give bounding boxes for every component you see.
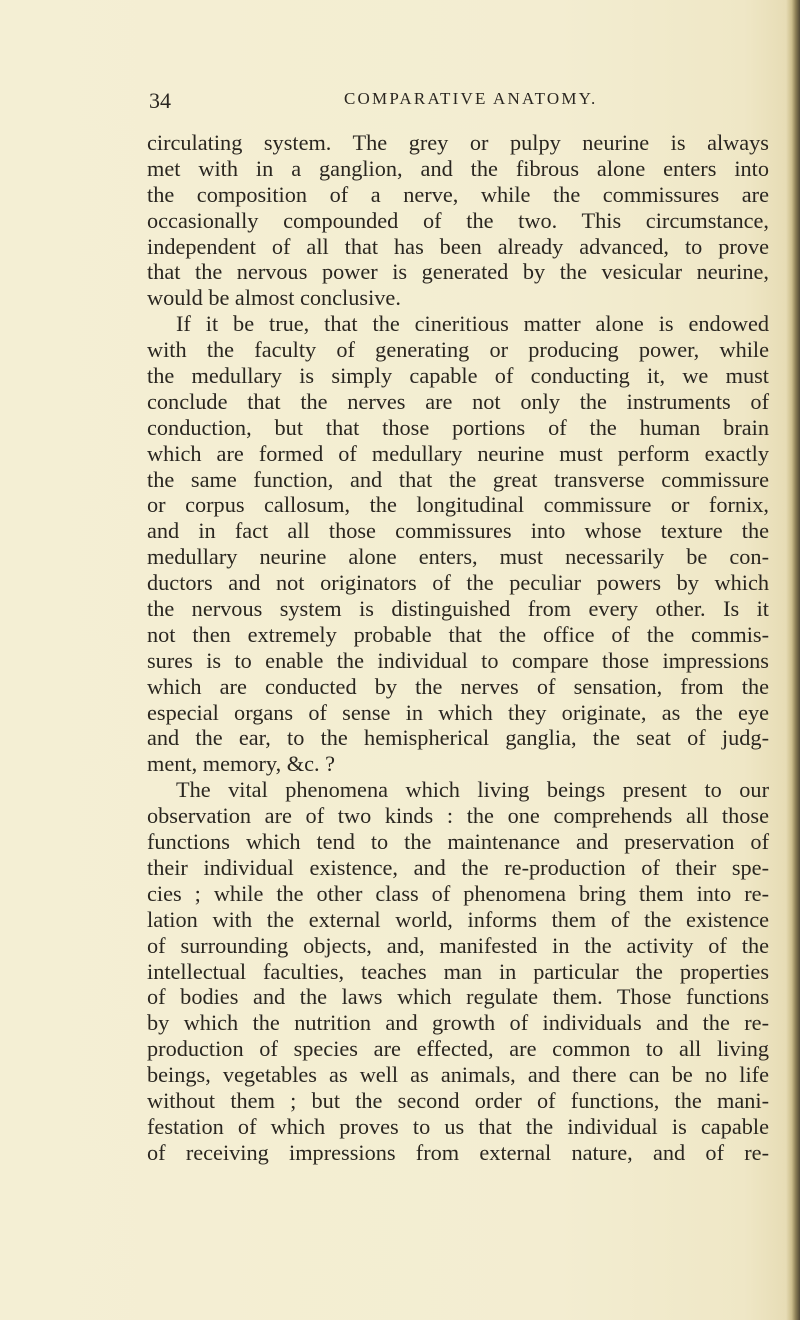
text-line: occasionally compounded of the two. This circumstance,	[147, 207, 769, 233]
text-line: of receiving impressions from external nature, and of re-	[147, 1139, 769, 1165]
text-line: sures is to enable the individual to compare those impressions	[147, 647, 769, 673]
text-line: lation with the external world, informs them of the existence	[147, 906, 769, 932]
text-line: ment, memory, &c. ?	[147, 751, 336, 777]
page-edge-shadow	[786, 0, 800, 1320]
text-line: their individual existence, and the re-production of their spe-	[147, 854, 769, 880]
text-line: by which the nutrition and growth of individuals and the re-	[147, 1010, 769, 1036]
text-line: The vital phenomena which living beings present to our	[176, 777, 769, 803]
text-line: or corpus callosum, the longitudinal commissure or fornix,	[147, 492, 769, 518]
text-line: with the faculty of generating or producing power, while	[147, 337, 769, 363]
text-line: that the nervous power is generated by the vesicular neurine,	[147, 259, 769, 285]
text-line: If it be true, that the cineritious matter alone is endowed	[176, 311, 769, 337]
text-line: of surrounding objects, and, manifested in the activity of the	[147, 932, 769, 958]
text-line: independent of all that has been already advanced, to prove	[147, 233, 769, 259]
text-line: cies ; while the other class of phenomena bring them into re-	[147, 880, 769, 906]
text-line: conclude that the nerves are not only the instruments of	[147, 388, 769, 414]
text-line: the medullary is simply capable of conducting it, we must	[147, 363, 769, 389]
text-line: which are formed of medullary neurine must perform exactly	[147, 440, 769, 466]
text-line: without them ; but the second order of functions, the mani-	[147, 1087, 769, 1113]
text-line: especial organs of sense in which they originate, as the eye	[147, 699, 769, 725]
text-line: conduction, but that those portions of the human brain	[147, 414, 769, 440]
text-line: festation of which proves to us that the individual is capable	[147, 1113, 769, 1139]
text-line: observation are of two kinds : the one comprehends all those	[147, 803, 769, 829]
text-line: and the ear, to the hemispherical ganglia, the seat of judg-	[147, 725, 769, 751]
text-line: of bodies and the laws which regulate them. Those functions	[147, 984, 769, 1010]
text-line: which are conducted by the nerves of sensation, from the	[147, 673, 769, 699]
running-head: COMPARATIVE ANATOMY.	[344, 89, 598, 108]
text-line: and in fact all those commissures into whose texture the	[147, 518, 769, 544]
text-line: medullary neurine alone enters, must necessarily be con-	[147, 544, 769, 570]
text-line: ductors and not originators of the peculiar powers by which	[147, 570, 769, 596]
page-header	[0, 88, 800, 118]
text-line: beings, vegetables as well as animals, and there can be no life	[147, 1062, 769, 1088]
page-number: 34	[149, 88, 171, 113]
text-line: the same function, and that the great transverse commissure	[147, 466, 769, 492]
text-line: production of species are effected, are common to all living	[147, 1036, 769, 1062]
text-line: met with in a ganglion, and the fibrous alone enters into	[147, 155, 769, 181]
body-text	[147, 130, 769, 1166]
text-line: circulating system. The grey or pulpy neurine is always	[147, 130, 769, 155]
text-line: not then extremely probable that the office of the commis-	[147, 621, 769, 647]
text-line: the nervous system is distinguished from every other. Is it	[147, 596, 769, 622]
text-line: would be almost conclusive.	[147, 285, 401, 311]
text-line: functions which tend to the maintenance and preservation of	[147, 829, 769, 855]
text-line: intellectual faculties, teaches man in particular the properties	[147, 958, 769, 984]
text-line: the composition of a nerve, while the commissures are	[147, 181, 769, 207]
